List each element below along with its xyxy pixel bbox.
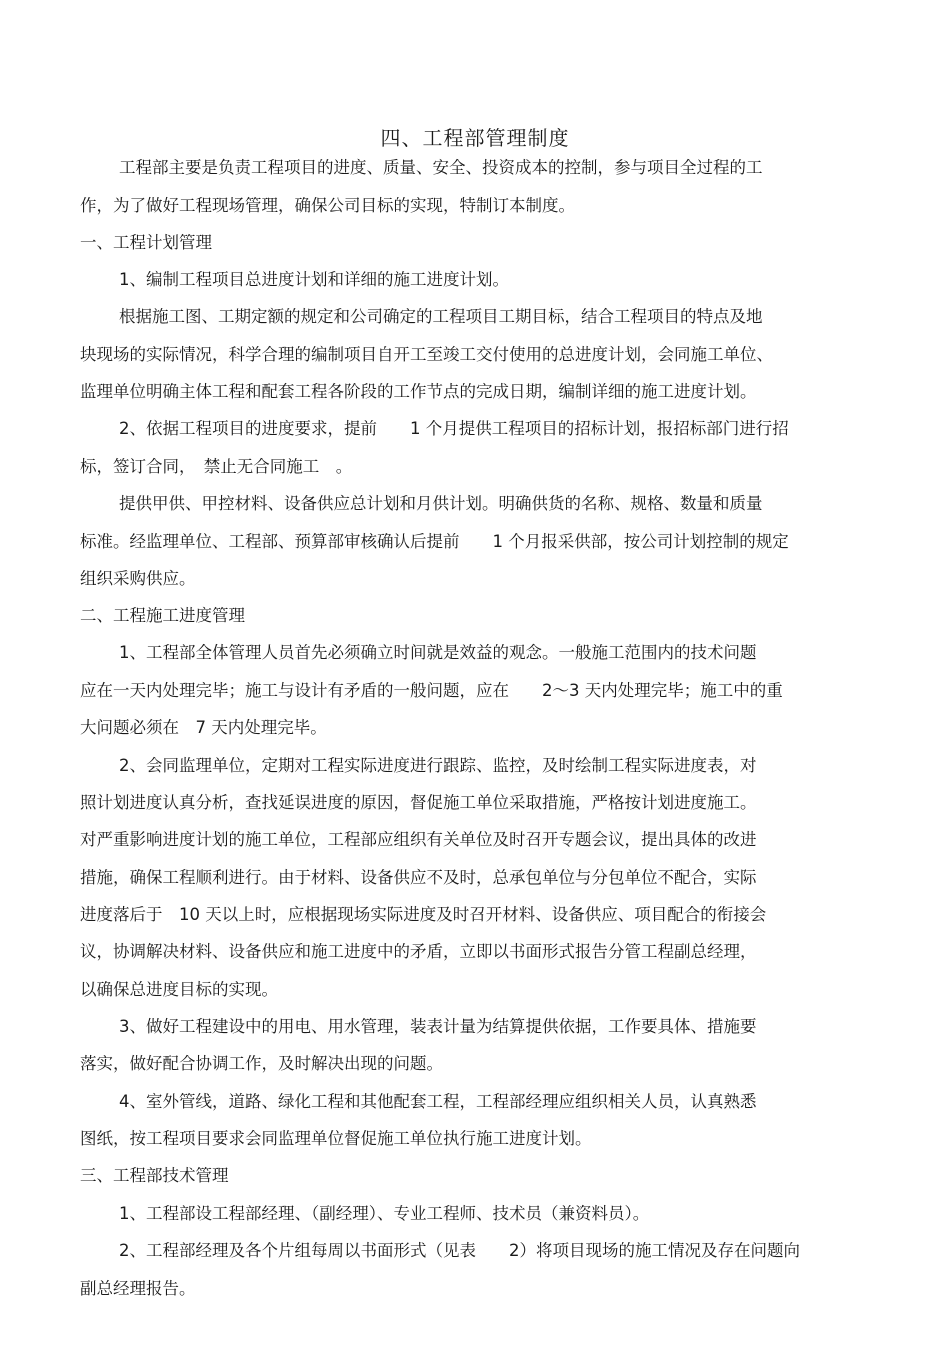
paragraph-line: 1、编制工程项目总进度计划和详细的施工进度计划。 [119, 270, 509, 289]
paragraph-line: 4、室外管线，道路、绿化工程和其他配套工程，工程部经理应组织相关人员，认真熟悉 [119, 1092, 757, 1111]
paragraph-line: 议，协调解决材料、设备供应和施工进度中的矛盾，立即以书面形式报告分管工程副总经理， [80, 942, 757, 961]
paragraph-line: 图纸，按工程项目要求会同监理单位督促施工单位执行施工进度计划。 [80, 1129, 592, 1148]
paragraph-line: 提供甲供、甲控材料、设备供应总计划和月供计划。明确供货的名称、规格、数量和质量 [119, 494, 763, 513]
paragraph-line: 措施，确保工程顺利进行。由于材料、设备供应不及时，总承包单位与分包单位不配合，实际 [80, 868, 757, 887]
section-heading: 三、工程部技术管理 [80, 1166, 229, 1185]
paragraph-line: 块现场的实际情况，科学合理的编制项目自开工至竣工交付使用的总进度计划，会同施工单位、 [80, 345, 773, 364]
paragraph-line: 组织采购供应。 [80, 569, 196, 588]
paragraph-line: 以确保总进度目标的实现。 [80, 980, 278, 999]
document-title: 四、工程部管理制度 [380, 126, 570, 150]
paragraph-line: 标准。经监理单位、工程部、预算部审核确认后提前 1 个月报采供部，按公司计划控制的规定 [80, 532, 789, 551]
paragraph-line: 对严重影响进度计划的施工单位，工程部应组织有关单位及时召开专题会议，提出具体的改进 [80, 830, 757, 849]
paragraph-line: 2、会同监理单位，定期对工程实际进度进行跟踪、监控，及时绘制工程实际进度表，对 [119, 756, 757, 775]
paragraph-line: 2、依据工程项目的进度要求，提前 1 个月提供工程项目的招标计划，报招标部门进行招 [119, 419, 789, 438]
paragraph-line: 应在一天内处理完毕；施工与设计有矛盾的一般问题，应在 2～3 天内处理完毕；施工中的重 [80, 681, 783, 700]
paragraph-line: 工程部主要是负责工程项目的进度、质量、安全、投资成本的控制，参与项目全过程的工 [119, 158, 763, 177]
paragraph-line: 1、工程部全体管理人员首先必须确立时间就是效益的观念。一般施工范围内的技术问题 [119, 643, 757, 662]
paragraph-line: 1、工程部设工程部经理、（副经理）、专业工程师、技术员（兼资料员）。 [119, 1204, 650, 1223]
paragraph-line: 进度落后于 10 天以上时，应根据现场实际进度及时召开材料、设备供应、项目配合的衔接会 [80, 905, 767, 924]
paragraph-line: 3、做好工程建设中的用电、用水管理，装表计量为结算提供依据，工作要具体、措施要 [119, 1017, 757, 1036]
paragraph-line: 2、工程部经理及各个片组每周以书面形式（见表 2）将项目现场的施工情况及存在问题向 [119, 1241, 800, 1260]
paragraph-line: 副总经理报告。 [80, 1279, 196, 1298]
paragraph-line: 作，为了做好工程现场管理，确保公司目标的实现，特制订本制度。 [80, 196, 575, 215]
paragraph-line: 标，签订合同， 禁止无合同施工 。 [80, 457, 353, 476]
paragraph-line: 落实，做好配合协调工作，及时解决出现的问题。 [80, 1054, 443, 1073]
section-heading: 二、工程施工进度管理 [80, 606, 245, 625]
paragraph-line: 根据施工图、工期定额的规定和公司确定的工程项目工期目标，结合工程项目的特点及地 [119, 307, 763, 326]
paragraph-line: 照计划进度认真分析，查找延误进度的原因，督促施工单位采取措施，严格按计划进度施工。 [80, 793, 757, 812]
paragraph-line: 大问题必须在 7 天内处理完毕。 [80, 718, 327, 737]
section-heading: 一、工程计划管理 [80, 233, 212, 252]
paragraph-line: 监理单位明确主体工程和配套工程各阶段的工作节点的完成日期，编制详细的施工进度计划。 [80, 382, 757, 401]
